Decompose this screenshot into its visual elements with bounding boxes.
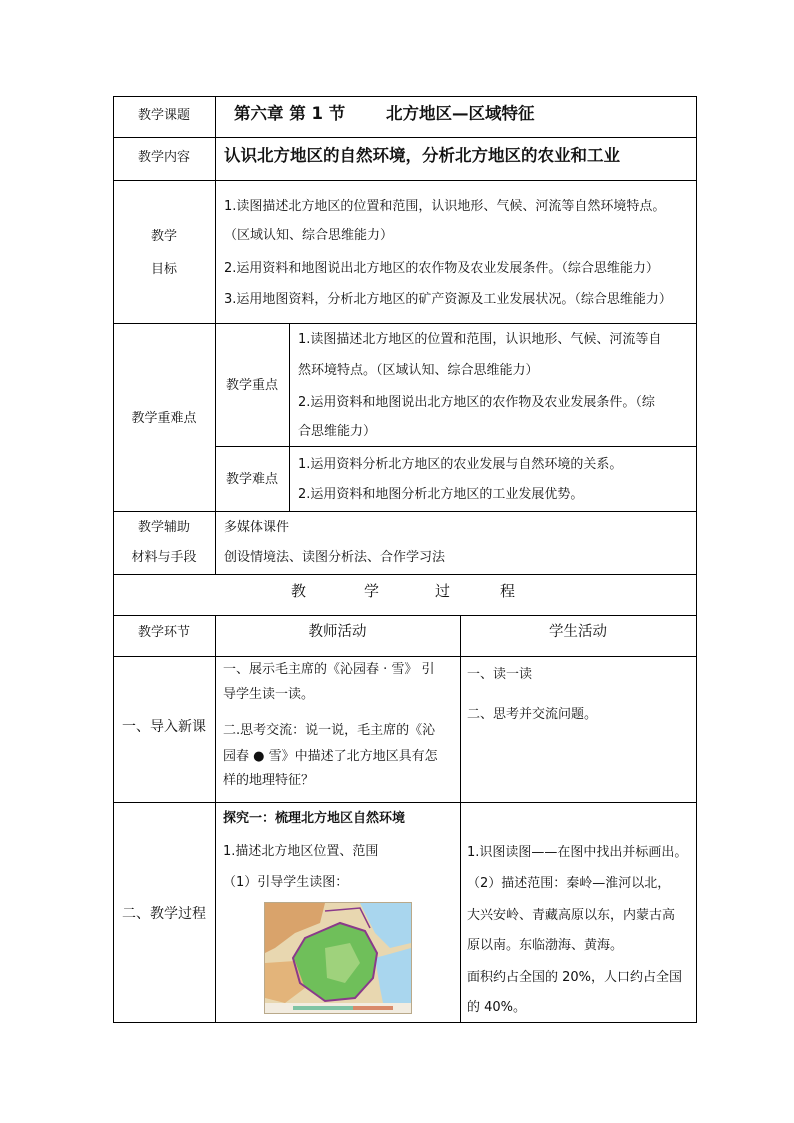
col-line <box>215 615 216 1023</box>
aids-materials: 多媒体课件 <box>224 520 290 535</box>
col-line <box>289 323 290 511</box>
process-teacher-line: （1）引导学生读图： <box>223 875 349 890</box>
difficult-point-line: 2.运用资料和地图分析北方地区的工业发展优势。 <box>298 487 584 502</box>
process-student-line: 大兴安岭、青藏高原以东，内蒙古高 <box>467 908 676 923</box>
table-border-top <box>113 96 697 97</box>
difficult-point-line: 1.运用资料分析北方地区的农业发展与自然环境的关系。 <box>298 457 623 472</box>
process-header-char: 学 <box>364 582 380 600</box>
process-teacher-line: 1.描述北方地区位置、范围 <box>223 844 379 859</box>
intro-stage-label: 一、导入新课 <box>122 719 206 735</box>
key-points-label: 教学重点 <box>225 378 278 393</box>
process-student-line: 面积约占全国的 20%，人口约占全国 <box>467 970 683 985</box>
column-header-stage: 教学环节 <box>137 625 190 640</box>
process-header-char: 过 <box>435 582 451 600</box>
difficult-points-label: 教学难点 <box>225 472 278 487</box>
intro-teacher-line: 园春 ● 雪》中描述了北方地区具有怎 <box>223 749 438 764</box>
aids-label-2: 材料与手段 <box>131 550 197 565</box>
lesson-chapter: 第六章 第 1 节 <box>234 104 346 123</box>
aids-label-1: 教学辅助 <box>137 520 190 535</box>
process-student-line: 原以南。东临渤海、黄海。 <box>467 938 624 953</box>
intro-teacher-line: 一、展示毛主席的《沁园春 · 雪》 引 <box>223 662 435 677</box>
process-student-line: 1.识图读图——在图中找出并标画出。 <box>467 845 688 860</box>
intro-student-line: 二、思考并交流问题。 <box>467 707 598 722</box>
row-line <box>113 574 697 575</box>
intro-student-line: 一、读一读 <box>467 667 533 682</box>
intro-teacher-line: 导学生读一读。 <box>223 687 315 702</box>
row-line <box>113 511 697 512</box>
table-border-bottom <box>113 1022 697 1023</box>
row-line <box>113 656 697 657</box>
row-line <box>113 323 697 324</box>
objectives-label-1: 教学 <box>150 229 177 244</box>
table-border-right <box>696 96 697 1023</box>
key-difficult-label: 教学重难点 <box>131 411 197 426</box>
intro-teacher-line: 样的地理特征？ <box>223 773 315 788</box>
key-point-line: 2.运用资料和地图说出北方地区的农作物及农业发展条件。（综 <box>298 395 655 410</box>
key-point-line: 1.读图描述北方地区的位置和范围，认识地形、气候、河流等自 <box>298 332 662 347</box>
intro-teacher-line: 二.思考交流：说一说，毛主席的《沁 <box>223 723 436 738</box>
objectives-label-2: 目标 <box>150 262 177 277</box>
col-line <box>460 615 461 1023</box>
objective-line: 2.运用资料和地图说出北方地区的农作物及农业发展条件。（综合思维能力） <box>224 261 659 276</box>
lesson-topic: 北方地区—区域特征 <box>386 104 535 123</box>
content-text: 认识北方地区的自然环境，分析北方地区的农业和工业 <box>224 146 620 165</box>
lesson-title-label: 教学课题 <box>137 108 190 123</box>
process-teacher-heading: 探究一：梳理北方地区自然环境 <box>223 811 406 826</box>
column-header-student: 学生活动 <box>549 624 607 640</box>
objective-line: 1.读图描述北方地区的位置和范围，认识地形、气候、河流等自然环境特点。 <box>224 199 666 214</box>
row-line <box>113 137 697 138</box>
content-label: 教学内容 <box>137 150 190 165</box>
row-line <box>215 446 697 447</box>
process-header-char: 教 <box>291 582 307 600</box>
objective-line: （区域认知、综合思维能力） <box>224 228 394 243</box>
row-line <box>113 802 697 803</box>
process-student-line: 的 40%。 <box>467 1000 527 1015</box>
col-line <box>215 96 216 574</box>
row-line <box>113 615 697 616</box>
column-header-teacher: 教师活动 <box>308 624 367 640</box>
process-student-line: （2）描述范围：秦岭—淮河以北， <box>467 876 671 891</box>
objective-line: 3.运用地图资料，分析北方地区的矿产资源及工业发展状况。（综合思维能力） <box>224 292 672 307</box>
aids-methods: 创设情境法、读图分析法、合作学习法 <box>224 550 446 565</box>
row-line <box>113 180 697 181</box>
north-region-map-image <box>264 902 412 1014</box>
key-point-line: 然环境特点。（区域认知、综合思维能力） <box>298 363 539 378</box>
process-stage-label: 二、教学过程 <box>122 906 206 922</box>
map-graphic <box>265 903 411 1013</box>
key-point-line: 合思维能力） <box>298 424 377 439</box>
process-header-char: 程 <box>500 582 516 600</box>
